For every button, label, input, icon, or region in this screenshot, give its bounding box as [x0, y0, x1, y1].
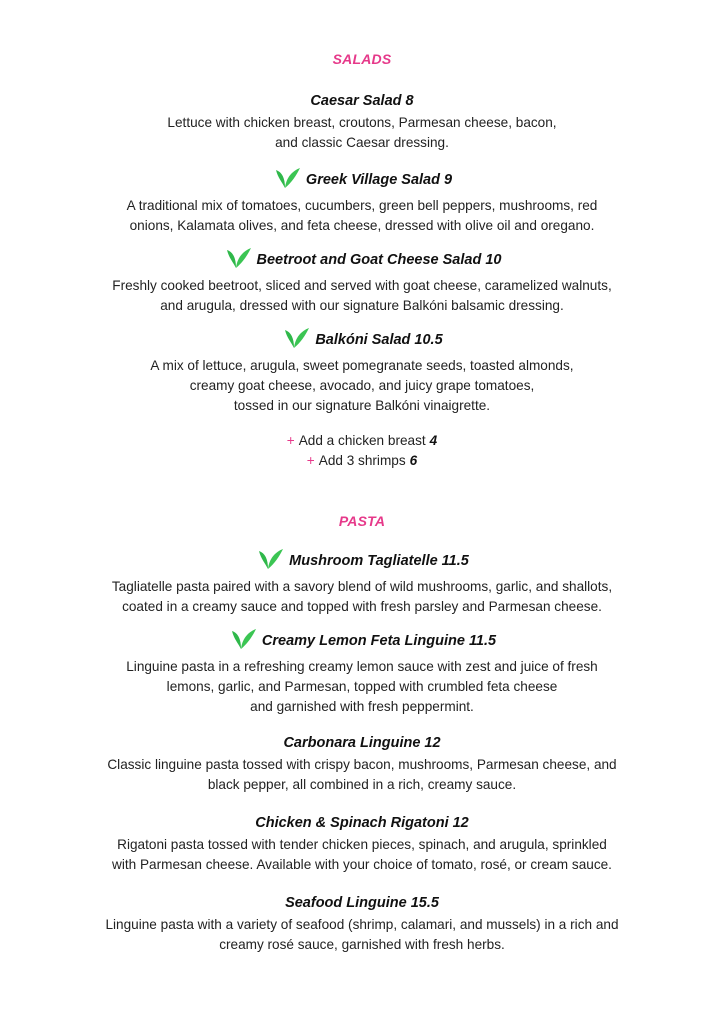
- item-title: [272, 170, 452, 190]
- item-description: [0, 657, 724, 717]
- leaf-icon: [223, 246, 253, 270]
- addon-label: Add a chicken breast: [298, 433, 426, 448]
- item-price: 12: [424, 735, 441, 751]
- plus-icon: +: [286, 433, 295, 448]
- addon-shrimps: [0, 451, 724, 471]
- description-line: creamy rosé sauce, garnished with fresh herbs.: [219, 937, 505, 952]
- item-title: [223, 250, 502, 270]
- item-description: [0, 755, 724, 795]
- menu-item-chicken-spinach-rigatoni: [0, 812, 724, 875]
- item-title: [255, 813, 469, 833]
- addon-price: 6: [409, 453, 418, 468]
- menu-item-creamy-lemon-feta-linguine: [0, 631, 724, 717]
- item-title: [310, 91, 413, 111]
- description-line: onions, Kalamata olives, and feta cheese, dressed with olive oil and oregano.: [129, 218, 595, 233]
- item-description: [0, 196, 724, 236]
- menu-item-carbonara-linguine: [0, 732, 724, 795]
- item-name: Beetroot and Goat Cheese Salad: [256, 252, 482, 268]
- item-name: Seafood Linguine: [285, 895, 407, 911]
- addon-label: Add 3 shrimps: [318, 453, 406, 468]
- description-line: Tagliatelle pasta paired with a savory blend of wild mushrooms, garlic, and shallots,: [111, 579, 613, 594]
- addon-price: 4: [429, 433, 438, 448]
- item-description: [0, 356, 724, 416]
- item-name: Caesar Salad: [310, 93, 402, 109]
- item-description: [0, 113, 724, 153]
- menu-item-balkoni-salad: [0, 330, 724, 416]
- item-name: Chicken & Spinach Rigatoni: [255, 815, 449, 831]
- leaf-icon: [272, 166, 302, 190]
- item-price: 12: [452, 815, 469, 831]
- description-line: Lettuce with chicken breast, croutons, Parmesan cheese, bacon,: [167, 115, 557, 130]
- menu-item-beetroot-goat-cheese-salad: [0, 250, 724, 316]
- description-line: Freshly cooked beetroot, sliced and served with goat cheese, caramelized walnuts,: [112, 278, 612, 293]
- menu-item-seafood-linguine: [0, 892, 724, 955]
- menu-item-greek-village-salad: [0, 170, 724, 236]
- description-line: and classic Caesar dressing.: [275, 135, 449, 150]
- description-line: Linguine pasta in a refreshing creamy lemon sauce with zest and juice of fresh: [126, 659, 598, 674]
- description-line: black pepper, all combined in a rich, creamy sauce.: [207, 777, 517, 792]
- item-title: [281, 330, 442, 350]
- item-title: [283, 733, 440, 753]
- item-name: Greek Village Salad: [305, 172, 440, 188]
- item-price: 15.5: [410, 895, 439, 911]
- menu-item-mushroom-tagliatelle: [0, 551, 724, 617]
- leaf-icon: [281, 326, 311, 350]
- item-name: Creamy Lemon Feta Linguine: [261, 633, 465, 649]
- description-line: and garnished with fresh peppermint.: [250, 699, 474, 714]
- item-title: [255, 551, 469, 571]
- leaf-icon: [255, 547, 285, 571]
- description-line: tossed in our signature Balkóni vinaigrette.: [233, 398, 491, 413]
- item-name: Mushroom Tagliatelle: [289, 553, 438, 569]
- item-price: 8: [405, 93, 414, 109]
- section-heading-pasta: PASTA: [338, 513, 386, 529]
- item-price: 10.5: [414, 332, 443, 348]
- plus-icon: +: [306, 453, 315, 468]
- item-price: 11.5: [468, 633, 497, 649]
- item-name: Balkóni Salad: [315, 332, 411, 348]
- description-line: creamy goat cheese, avocado, and juicy grape tomatoes,: [189, 378, 535, 393]
- section-heading-salads: SALADS: [332, 51, 392, 67]
- description-line: lemons, garlic, and Parmesan, topped with crumbled feta cheese: [166, 679, 558, 694]
- description-line: coated in a creamy sauce and topped with fresh parsley and Parmesan cheese.: [122, 599, 602, 614]
- item-description: [0, 915, 724, 955]
- description-line: A mix of lettuce, arugula, sweet pomegranate seeds, toasted almonds,: [150, 358, 574, 373]
- item-price: 9: [443, 172, 453, 188]
- description-line: and arugula, dressed with our signature Balkóni balsamic dressing.: [160, 298, 564, 313]
- description-line: Rigatoni pasta tossed with tender chicken pieces, spinach, and arugula, sprinkled: [117, 837, 607, 852]
- menu-item-caesar-salad: [0, 90, 724, 153]
- item-price: 11.5: [441, 553, 469, 569]
- item-description: [0, 276, 724, 316]
- item-description: [0, 835, 724, 875]
- item-description: [0, 577, 724, 617]
- description-line: Linguine pasta with a variety of seafood (shrimp, calamari, and mussels) in a rich and: [105, 917, 619, 932]
- description-line: Classic linguine pasta tossed with crispy bacon, mushrooms, Parmesan cheese, and: [107, 757, 617, 772]
- leaf-icon: [228, 627, 258, 651]
- addon-chicken-breast: [0, 431, 724, 451]
- item-title: [228, 631, 496, 651]
- item-price: 10: [485, 252, 502, 268]
- description-line: with Parmesan cheese. Available with your choice of tomato, rosé, or cream sauce.: [112, 857, 612, 872]
- item-name: Carbonara Linguine: [283, 735, 421, 751]
- description-line: A traditional mix of tomatoes, cucumbers, green bell peppers, mushrooms, red: [126, 198, 598, 213]
- item-title: [285, 893, 439, 913]
